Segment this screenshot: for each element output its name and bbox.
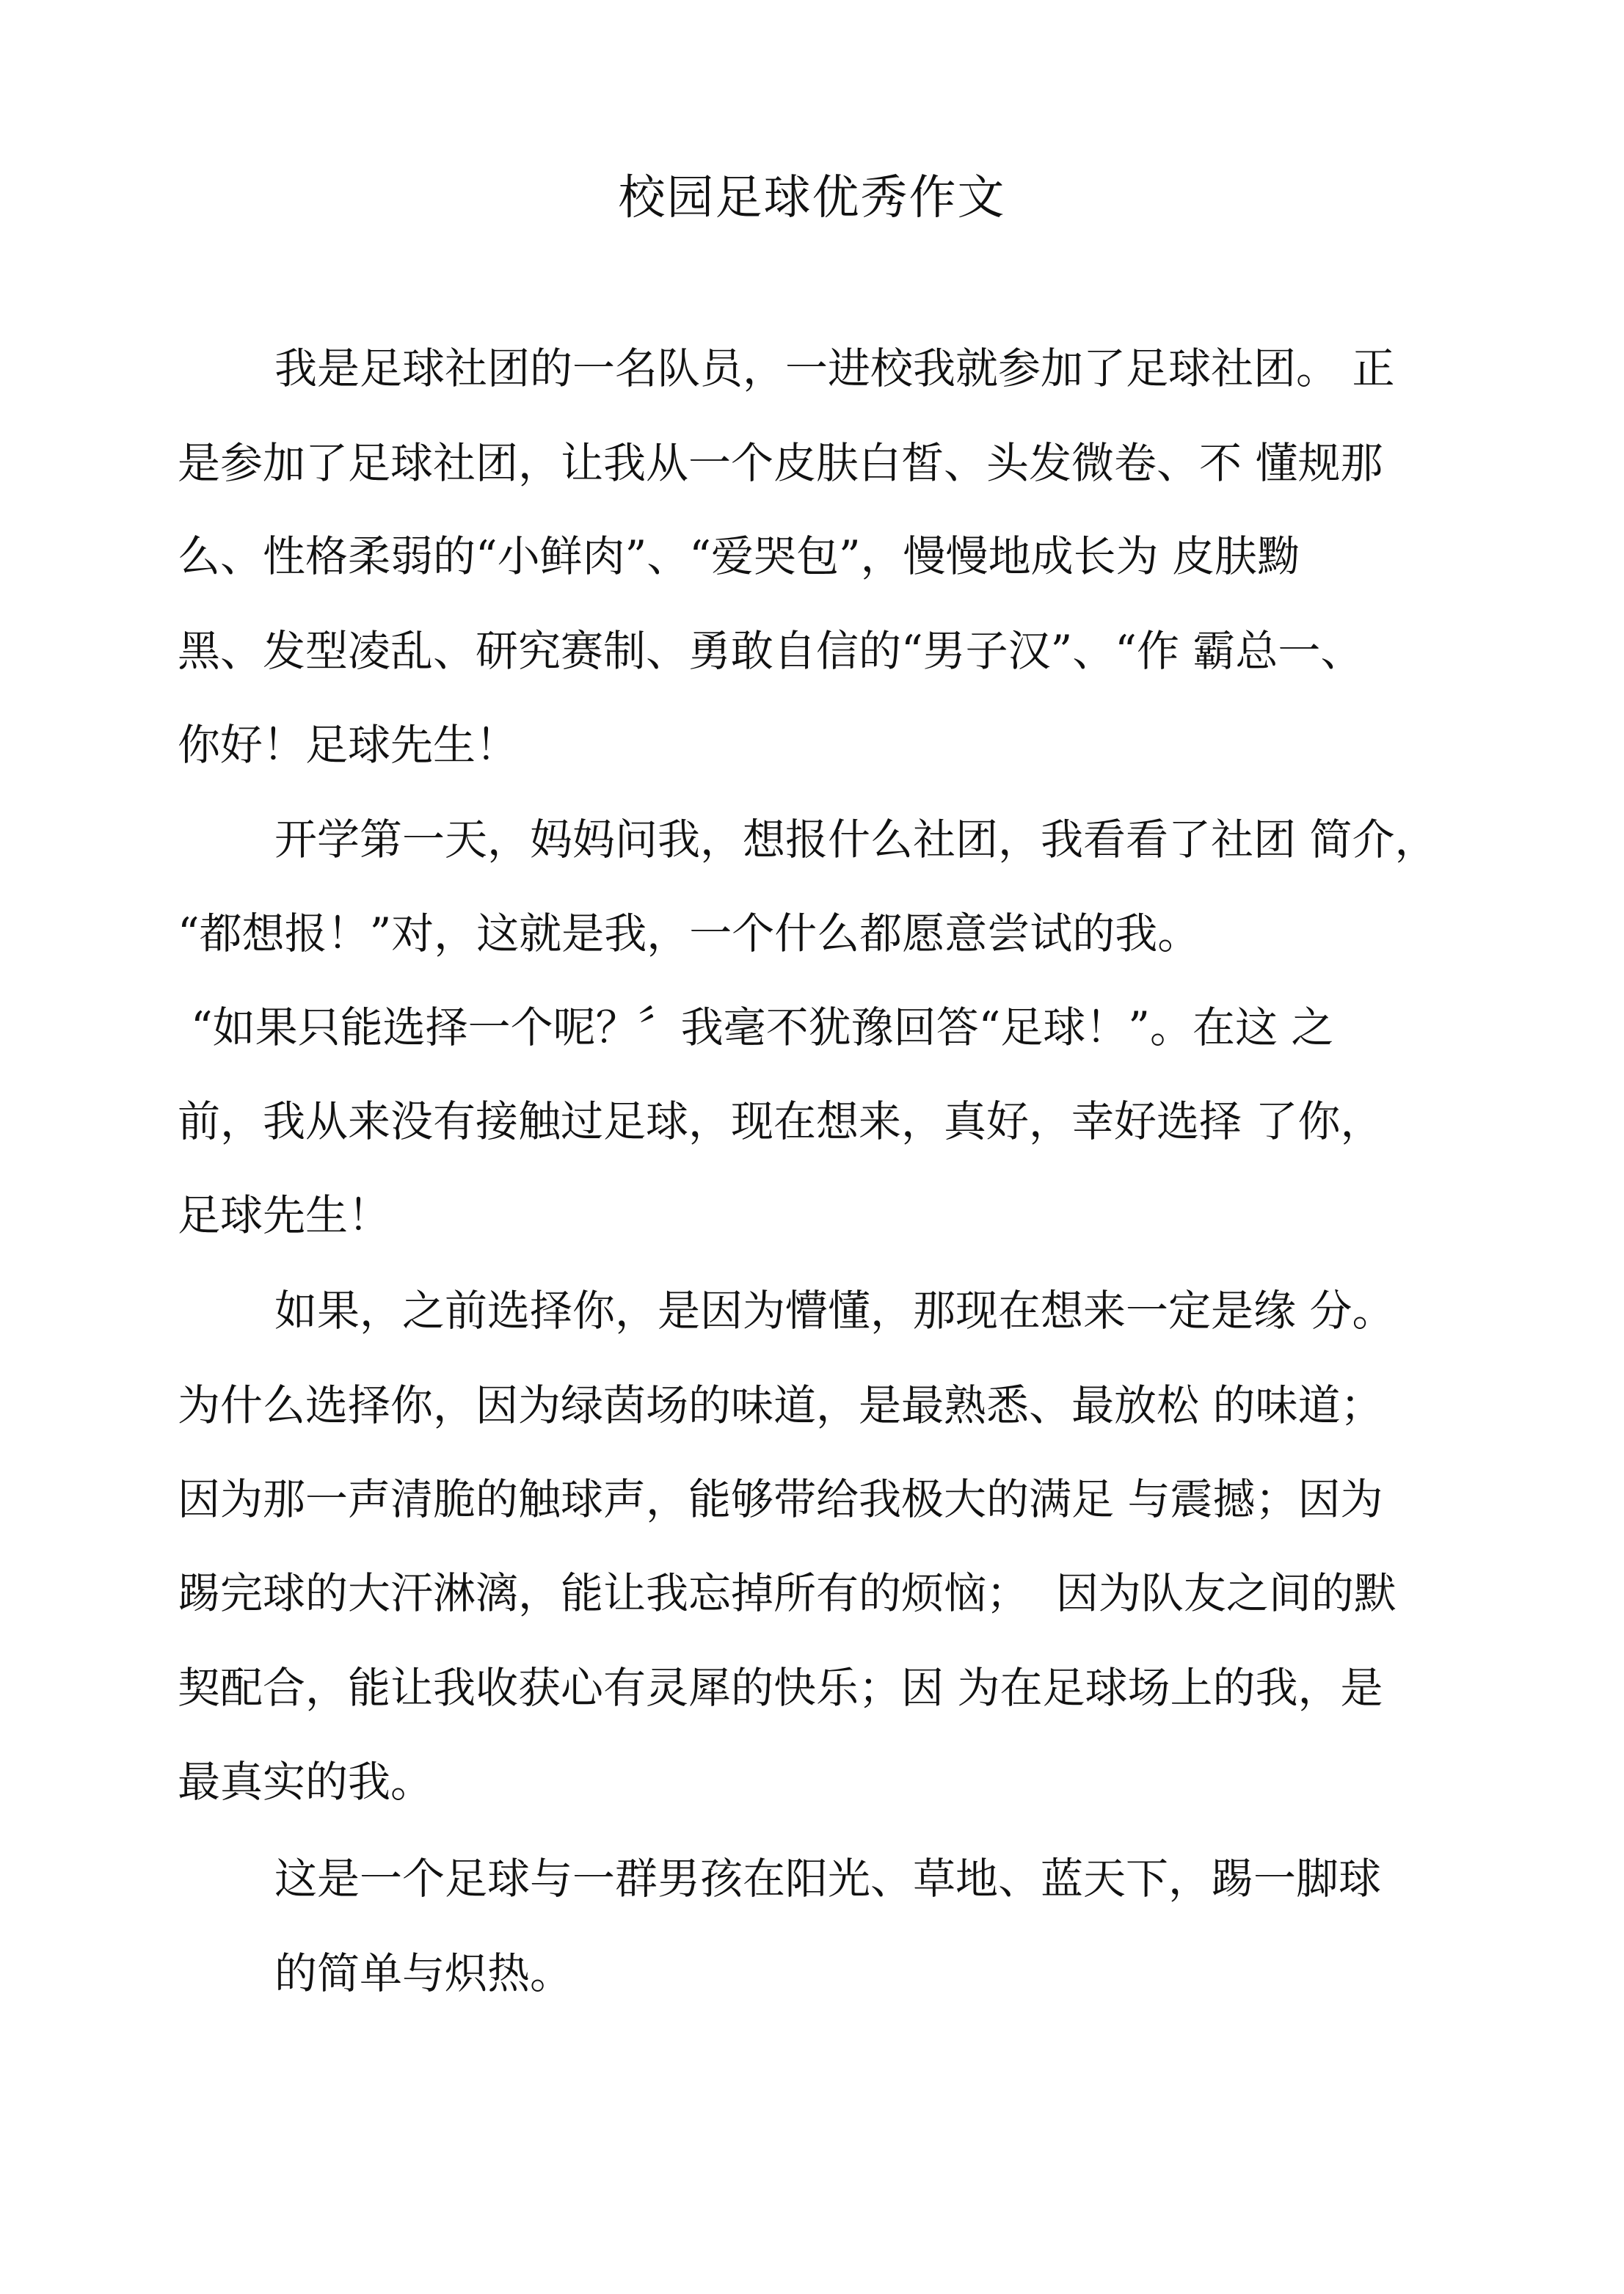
text-line: 开学第一天，妈妈问我，想报什么社团，我看看了社团 简介， <box>274 815 1438 864</box>
text-line: 么、性格柔弱的“小鲜肉”、“爱哭包”，慢慢地成长为 皮肤黝 <box>178 531 1300 581</box>
document-title: 校园足球优秀作文 <box>618 171 1006 225</box>
text-line: 我是足球社团的一名队员，一进校我就参加了足球社团。 正 <box>274 343 1395 393</box>
text-line: 黑、发型凌乱、研究赛制、勇敢自信的“男子汉”、“作 霸总一、 <box>178 626 1363 676</box>
text-line: 最真实的我。 <box>178 1757 434 1807</box>
text-line: 如果，之前选择你，是因为懵懂，那现在想来一定是缘 分。 <box>274 1286 1395 1336</box>
text-line: 的简单与炽热。 <box>274 1948 573 1998</box>
text-line: 这是一个足球与一群男孩在阳光、草地、蓝天下，踢一脚球 <box>274 1854 1382 1904</box>
text-line: 你好！足球先生！ <box>178 720 519 770</box>
text-line: 踢完球的大汗淋漓，能让我忘掉所有的烦恼； 因为队友之间的默 <box>178 1568 1397 1618</box>
text-line: 因为那一声清脆的触球声，能够带给我极大的满足 与震撼；因为 <box>178 1474 1383 1524</box>
text-line: “如果只能选择一个呢？〞我毫不犹豫回答“足球！”。在这 之 <box>191 1002 1334 1052</box>
text-line: 前，我从来没有接触过足球，现在想来，真好，幸好选择 了你， <box>178 1096 1383 1146</box>
text-line: 是参加了足球社团，让我从一个皮肤白皙、头发微卷、不 懂规那 <box>178 438 1383 488</box>
text-line: 足球先生！ <box>178 1190 391 1240</box>
text-line: 契配合，能让我收获心有灵犀的快乐；因 为在足球场上的我，是 <box>178 1663 1383 1713</box>
text-line: “都想报！”对，这就是我，一个什么都愿意尝试的我。 <box>178 909 1201 958</box>
text-line: 为什么选择你，因为绿茵场的味道，是最熟悉、最放松 的味道； <box>178 1380 1383 1430</box>
